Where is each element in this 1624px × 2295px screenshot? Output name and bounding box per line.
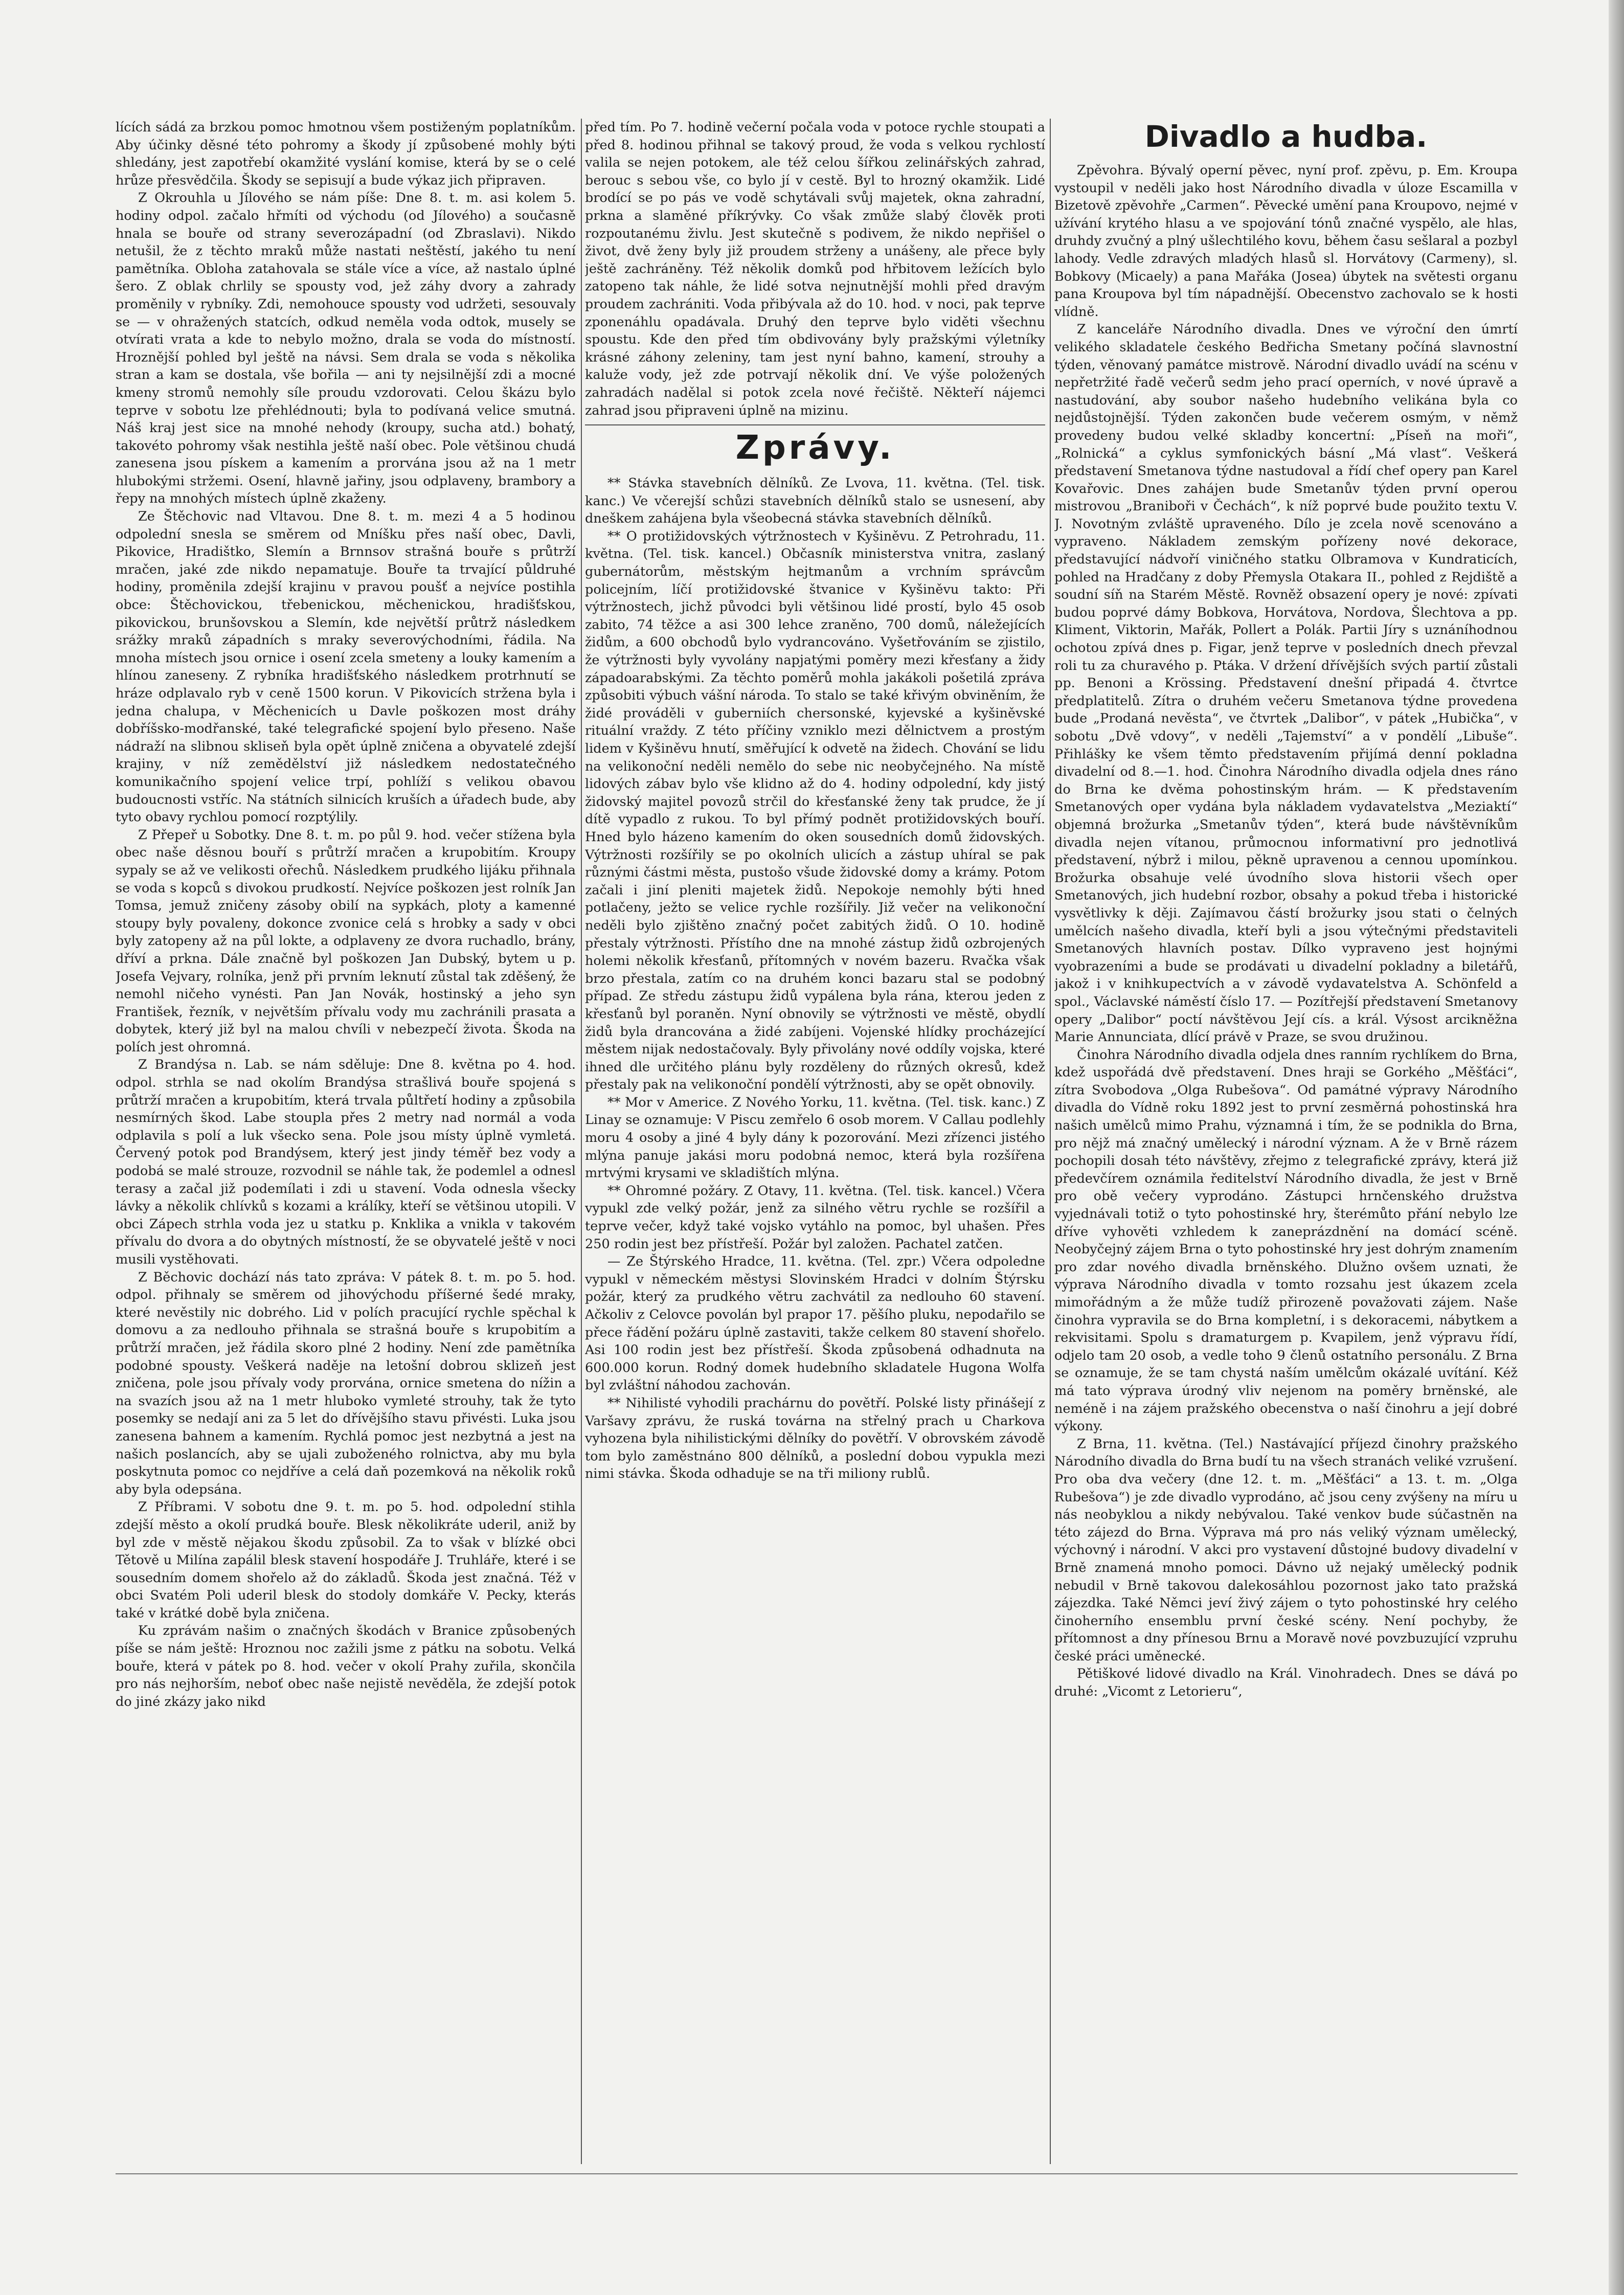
news-item: ** Ohromné požáry. Z Otavy, 11. května. (Tel. tisk. kancel.) Včera vypukl zde velký požár, jenž za silného větru rychle se rozšířil a teprve večer, když také vojsko vytáhlo na pomoc, byl uhašen. Přes 250 rodin jest bez přístřeší. Požár byl založen. Pachatel zatčen. [585, 1183, 1045, 1252]
paragraph: před tím. Po 7. hodině večerní počala voda v potoce rychle stoupati a před 8. hodinou přihnal se takový proud, že voda s velkou rychlostí valila se nejen potokem, ale též celou šířkou zelinářských zahrad, berouc s sebou vše, co bylo jí v cestě. Byl to hrozný okamžik. Lidé brodící se po pás ve vodě schytávali svůj majetek, okna zahradní, prkna a slaměné příkrývky. Co však zmůže slabý člověk proti rozpoutanému živlu. Jest skutečně s podivem, že nikdo nepřišel o život, dvě ženy byly již proudem strženy a unášeny, ale přece byly ještě zachráněny. Též několik domků pod hřbitovem ležících bylo zatopeno tak náhle, že lidé sotva nejnutnější mohli před dravým proudem zachrániti. Voda přibývala až do 10. hod. v noci, pak teprve zponenáhlu opadávala. Druhý den teprve bylo viděti všechnu spoustu. Kde den před tím obdivovány byly pražskými výletníky krásné záhony zeleniny, tam jest nyní bahno, kamení, strouhy a kaluže vody, jež zde potrvají několik dní. Ve výše položených zahradách nadělal si potok zcela nové řečiště. Někteří nájemci zahrad jsou připraveni úplně na mizinu. [585, 120, 1045, 418]
news-item: ** Stávka stavebních dělníků. Ze Lvova, 11. května. (Tel. tisk. kanc.) Ve včerejší schůzi stavebních dělníků stalo se usnesení, aby dneškem zahájena byla všeobecná stávka stavebních dělníků. [585, 476, 1045, 527]
column-right [1054, 119, 1518, 2174]
section-heading-zpravy: Zprávy. [585, 424, 1045, 467]
scan-edge-shadow [1609, 0, 1624, 2295]
paragraph: Z kanceláře Národního divadla. Dnes ve výroční den úmrtí velikého skladatele českého Bedřicha Smetany počíná slavnostní týden, věnovaný památce mistrově. Národní divadlo uvádí na scénu v nepřetržité řadě večerů sedm jeho prací operních, v nové úpravě a nastudování, aby soubor našeho hudebního velikána byla co nejdůstojnější. Týden zakončen bude večerem osmým, v němž provedeny budou velké skladby koncertní: „Píseň na moři“, „Rolnická“ a cyklus symfonických básní „Má vlast“. Veškerá představení Smetanova týdne nastudoval a řídí chef opery pan Karel Kovařovic. Dnes zahájen bude Smetanův týden první operou mistrovou „Braniboři v Čechách“, k níž poprvé bude použito textu V. J. Novotným zvláště upraveného. Dílo je zcela nově scenováno a vypraveno. Nákladem zemským pořízeny nové dekorace, představující nádvoří viničného statku Olbramova v Kundraticích, pohled na Hradčany z doby Přemysla Otakara II., pohled z Rejdiště a soudní síň na Starém Městě. Rovněž obsazení opery je nové: zpívati budou poprvé dámy Bobkova, Horvátova, Nordova, Šlechtova a pp. Kliment, Viktorin, Mařák, Pollert a Polák. Partii Jíry s uznáníhodnou ochotou zpívá dnes p. Figar, jenž teprve v posledních dnech převzal roli tu za churavého p. Ptáka. V držení dřívějších svých partií zůstali pp. Benoni a Krössing. Představení dnešní připadá 4. čtvrtce předplatitelů. Zítra o druhém večeru Smetanova týdne provedena bude „Prodaná nevěsta“, ve čtvrtek „Dalibor“, v pátek „Hubička“, v sobotu „Dvě vdovy“, v neděli „Tajemství“ a v pondělí „Libuše“. Přihlášky ke všem těmto představením přijímá denní pokladna divadelní od 8.—1. hod. Činohra Národního divadla odjela dnes ráno do Brna ke dvěma pohostinským hrám. — K představením Smetanových oper vydána byla nákladem vydavatelstva „Meziaktí“ objemná brožurka „Smetanův týden“, která bude návštěvníkům divadla nejen vítanou, průmocnou informativní pro jednotlivá představení, nýbrž i milou, pěkně upravenou a cennou upomínkou. Brožurka obsahuje velé úvodního slova historii všech oper Smetanových, jich hudební rozbor, obsahy a pokud třeba i historické vysvětlivky k ději. Zajímavou částí brožurky jsou stati o čelných umělcích našeho divadla, kteří byli a jsou výtečnými představiteli Smetanových hlavních postav. Dílko vypraveno jest hojnými vyobrazeními a bude se prodávati u divadelní pokladny a biletářů, jakož i v knihkupectvích a v závodě vydavatelstva A. Schönfeld a spol., Václavské náměstí číslo 17. — Pozítřejší představení Smetanovy opery „Dalibor“ poctí návštěvou Její cís. a král. Výsost arcikněžna Marie Annunciata, dlící právě v Praze, se svou družinou. [1054, 322, 1518, 1045]
paragraph: Z Brandýsa n. Lab. se nám sděluje: Dne 8. května po 4. hod. odpol. strhla se nad okolím Brandýsa strašlivá bouře spojená s průtrží mračen a krupobitím, která trvala půltřetí hodiny a způsobila nesmírných škod. Labe stoupla přes 2 metry nad normál a voda odplavila s polí a luk všecko sena. Pole jsou místy úplně vymletá. Červený potok pod Brandýsem, který jest jindy téměř bez vody a podobá se malé strouze, rozvodnil se náhle tak, že podemlel a odnesl terasy a začal již podemílati i zdi u stavení. Voda odnesla všecky lávky a několik chlívků s kozami a králíky, kteří se většinou utopili. V obci Zápech strhla voda jez u statku p. Knklika a vnikla v takovém přívalu do dvora a do obytných místností, že se obyvatelé ještě v noci musili vystěhovati. [116, 1057, 576, 1267]
paragraph: Z Běchovic dochází nás tato zpráva: V pátek 8. t. m. po 5. hod. odpol. přihnaly se směrem od jihovýchodu příšerné šedé mraky, které nevěstily nic dobrého. Lid v polích pracující rychle spěchal k domovu a za nedlouho přihnala se strašná bouře s krupobitím a průtrží mračen, jež řádila skoro plné 2 hodiny. Není zde pamětníka podobné spousty. Veškerá naděje na letošní dobrou sklizeň jest zničena, pole jsou přívaly vody prorvána, ornice smetena do nížin a na svazích jsou až na 1 metr hluboko vymleté strouhy, tak že tyto posemky se nedají ani za 5 let do dřívějšího stavu přivésti. Luka jsou zanesena bahnem a kamením. Rychlá pomoc jest nezbytná a jest na našich poslancích, aby se ujali zuboženého rolnictva, aby mu byla poskytnuta pomoc co nejdříve a celá daň pozemková na několik roků aby byla odepsána. [116, 1269, 576, 1497]
bottom-rule [116, 2173, 1518, 2174]
paragraph: lících sádá za brzkou pomoc hmotnou všem postiženým poplatníkům. Aby účinky děsné této pohromy a škody jí způsobené mohly býti shledány, jest zapotřebí okamžité vyslání komise, která by se o celé hrůze přesvědčila. Škody se sepisují a bude výkaz jich připraven. [116, 120, 576, 188]
paragraph: Ze Štěchovic nad Vltavou. Dne 8. t. m. mezi 4 a 5 hodinou odpolední snesla se směrem od Mníšku přes naší obec, Davli, Pikovice, Hradištko, Slemín a Brnnsov strašná bouře s průtrží mračen, jaké zde nikdo nepamatuje. Bouře ta trvající půldruhé hodiny, proměnila zdejší krajinu v pravou poušť a nejvíce postihla obce: Štěchovickou, třebenickou, měchenickou, hradišťskou, pikovickou, brunšovskou a Slemín, kde největší průtrž následkem srážky mraků západních s mraky severovýchodními, řádila. Na mnoha místech jsou ornice i osení zcela smeteny a louky kamením a hlínou zaneseny. Z rybníka hradišťského následkem protrhnutí se hráze odplavalo ryb v ceně 1500 korun. V Pikovicích stržena byla i jedna chalupa, v Měchenicích u Davle poškozen most dráhy dobříšsko-modřanské, také telegrafické spojení bylo přeseno. Naše nádraží na slibnou skliseň byla opět úplně zničena a obyvatelé zdejší krajiny, v níž zemědělství již následkem nedostatečného komunikačního spojení velice trpí, pohlíží s velikou obavou budoucnosti vstříc. Na státních silnicích kruších a úřadech bude, aby tyto obavy rychlou pomocí rozptýlily. [116, 509, 576, 825]
paragraph: Činohra Národního divadla odjela dnes ranním rychlíkem do Brna, kdež uspořádá dvě představení. Dnes hraji se Gorkého „Měšťáci“, zítra Svobodova „Olga Rubešova“. Od památné výpravy Národního divadla do Vídně roku 1892 jest to první zesměrná pohostinská hra našich umělců mimo Prahu, významná i tím, že se podnikla do Brna, pro nějž má značný umělecký i národní význam. A že v Brně rázem pochopili dosah této návštěvy, zřejmo z telegrafické zprávy, která již předevčírem oznámila ředitelství Národního divadla, že jest v Brně pro obě večery vyprodáno. Zástupci hrnčenského družstva vyjednávali totiž o tyto pohostinské hry, šterémůto přání nebylo lze dříve vyhověti vzhledem k zaneprázdnění na domácí scéně. Neobyčejný zájem Brna o tyto pohostinské hry jest dohrým znamením pro zdar nového divadla brněnského. Dlužno ovšem uznati, že výprava Národního divadla v tomto rozsahu jest úkazem zcela mimořádným a že může tudíž přirozeně považovati zájem. Naše činohra vypravila se do Brna kompletní, i s dekoracemi, nábytkem a rekvisitami. Spolu s dramaturgem p. Kvapilem, jenž výpravu řídí, odjelo tam 20 osob, a vedle toho 9 členů ostatního personálu. Z Brna se oznamuje, že se tam chystá naším umělcům okázalé uvítání. Kéž má tato výprava úrodný vliv nejenom na poměry brněnské, ale neméně i na zájem pražského obecenstva o naší činohru a její dobré výkony. [1054, 1047, 1518, 1434]
news-item: — Ze Štýrského Hradce, 11. května. (Tel. zpr.) Včera odpoledne vypukl v německém městysi Slovinském Hradci v dolním Štýrsku požár, který za prudkého větru zachvátil za nedlouho 60 stavení. Ačkoliv z Celovce povolán byl prapor 17. pěšího pluku, nepodařilo se přece řádění požáru úplně zastaviti, takže celkem 80 stavení shořelo. Asi 100 rodin jest bez přístřeší. Škoda způsobená odhadnuta na 600.000 korun. Rodný domek hudebního skladatele Hugona Wolfa byl zvláštní náhodou zachován. [585, 1254, 1045, 1393]
column-left [116, 119, 576, 2174]
paragraph: Z Přepeř u Sobotky. Dne 8. t. m. po půl 9. hod. večer stížena byla obec naše děsnou bouří s průtrží mračen a krupobitím. Kroupy sypaly se až ve velikosti ořechů. Následkem prudkého lijáku přihnala se voda s kopců s divokou prudkostí. Nejvíce poškozen jest rolník Jan Tomsa, jemuž zničeny zásoby obilí na sypkách, ploty a kamenné stoupy byly povaleny, dokonce zvonice celá s hrobky a sady v obci byly zatopeny až na půl lokte, a odplaveny ze dvora ruchadlo, brány, dříví a prkna. Dále značně byl poškozen Jan Dubský, bytem u p. Josefa Vejvary, rolníka, jenž při prvním leknutí zůstal tak zděšený, že nemohl ničeho vynésti. Pan Jan Novák, hostinský a jeho syn František, řezník, v největším přívalu vody mu zachránili prasata a dobytek, který již byl na malou chvíli v nebezpečí života. Škoda na polích jest ohromná. [116, 827, 576, 1055]
news-item: ** O protižidovských výtržnostech v Kyšiněvu. Z Petrohradu, 11. května. (Tel. tisk. kancel.) Občasník ministerstva vnitra, zaslaný gubernátorům, městským hejtmanům a vrchním správcům policejním, líčí protižidovské štvanice v Kyšiněvu takto: Při výtržnostech, jichž původci byli většinou lidé prostí, bylo 45 osob zabito, 74 těžce a asi 300 lehce zraněno, 700 domů, náležejících židům, a 600 obchodů bylo vydrancováno. Vyšetřováním se zjistilo, že výtržnosti byly vyvolány napjatými poměry mezi křesťany a židy západoarabskými. Za těchto poměrů mohla jakákoli pošetilá zpráva způsobiti výbuch vášní národa. To stalo se také křivým obviněním, že židé prováděli v guberniích chersonské, kyjevské a kyšiněvské rituální vraždy. Z této příčiny vzniklo mezi dělnictvem a prostým lidem v Kyšiněvu hnutí, směřující k odvetě na židech. Chování se lidu na velikonoční neděli nemělo do sebe nic neobyčejného. Na místě lidových zábav bylo vše klidno až do 4. hodiny odpolední, kdy jistý židovský majitel povozů strčil do křesťanské ženy tak prudce, že jí dítě vypadlo z rukou. To byl přímý podnět protižidovských bouří. Hned bylo házeno kamením do oken sousedních domů židovských. Výtržnosti rozšířily se po okolních ulicích a zástup uhíral se pak různými částmi města, pustošo všude židovské domy a krámy. Potom začali i jiní pleniti majetek židů. Nepokoje nemohly býti hned potlačeny, ježto se velice rychle rozšířily. Již večer na velikonoční neděli bylo zjištěno značný počet zabitých židů. O 10. hodině přestaly výtržnosti. Přístího dne na mnohé zástup židů ozbrojených holemi několik křesťanů, přítomných v novém bazeru. Rvačka však brzo přestala, zatím co na druhém konci bazaru stal se podobný případ. Ze středu zástupu židů vypálena byla rána, kterou jeden z křesťanů byl poraněn. Nyní obnovily se výtržnosti ve městě, obydlí židů byla drancována a židé zabíjeni. Vojenské hlídky procházející městem nijak nedostačovaly. Byly přivolány nové oddíly vojska, které ihned dle určitého plánu byly rozděleny do různých okresů, kdež přestaly pak na velikonoční pondělí výtržnosti, aby se opět obnovily. [585, 528, 1045, 1093]
paragraph: Z Okrouhla u Jílového se nám píše: Dne 8. t. m. asi kolem 5. hodiny odpol. začalo hřmíti od východu (od Jílového) a současně hnala se bouře od strany severozápadní (od Zbraslavi). Nikdo netušil, že z těchto mraků může nastati neštěstí, jakého tu není pamětníka. Obloha zatahovala se stále více a více, až nastalo úplné šero. Z oblak chrlily se spousty vod, jež záhy dvory a zahrady proměnily v rybníky. Zdi, nemohouce spousty vod udržeti, sesouvaly se — v ohražených statcích, odkud neměla voda odtok, musely se otvírati vrata a kde to nebylo možno, drala se voda do místností. Hroznější pohled byl ještě na návsi. Sem drala se voda s několika stran a kam se dostala, vše bořila — ani ty nejsilnější zdi a mocné kmeny stromů nemohly síle proudu vzdorovati. Celou škázu bylo teprve v sobotu lze přehlédnouti; byla to podívaná velice smutná. Náš kraj jest sice na mnohé nehody (kroupy, sucha atd.) bohatý, takovéto pohromy však nestihla ještě naší obec. Pole většinou chudá zanesena jsou pískem a kamením a prorvána jsou až na 1 metr hlubokými stržemi. Osení, hlavně jařiny, jsou odplaveny, brambory a řepy na mnohých místech úplně zkaženy. [116, 190, 576, 507]
paragraph: Zpěvohra. Bývalý operní pěvec, nyní prof. zpěvu, p. Em. Kroupa vystoupil v neděli jako host Národního divadla v úloze Escamilla v Bizetově zpěvohře „Carmen“. Pěvecké umění pana Kroupovo, nejmé v užívání krytého hlasu a ve spojování tónů značné vyspělo, ale hlas, druhdy zvučný a plný ušlechtilého kovu, během času sešlaral a pozbyl lahody. Vedle zdravých mladých hlasů sl. Horvátovy (Carmeny), sl. Bobkovy (Micaely) a pana Mařáka (Josea) úbytek na světesti organu pana Kroupova byl tím nápadnější. Obecenstvo zachovalo se k hosti vlídně. [1054, 163, 1518, 320]
news-item: ** Nihilisté vyhodili prachárnu do povětří. Polské listy přinášejí z Varšavy zprávu, že ruská továrna na střelný prach u Charkova vyhozena byla nihilistickými dělníky do povětří. V obrovském závodě tom bylo zaměstnáno 800 dělníků, a poslední dobou vypukla mezi nimi stávka. Škoda odhaduje se na tři miliony rublů. [585, 1395, 1045, 1482]
column-rule [581, 119, 582, 2164]
paragraph: Z Příbrami. V sobotu dne 9. t. m. po 5. hod. odpolední stihla zdejší město a okolí prudká bouře. Blesk několikráte uderil, aniž by byl zde v městě nějakou škodu způsobil. Za to však v blízké obci Tětově u Milína zapálil blesk stavení hospodáře J. Truhláře, které i se sousedním domem shořelo až do základů. Škoda jest značná. Též v obci Svatém Poli uderil blesk do stodoly domkáře V. Pecky, kterás také v krátké době byla zničena. [116, 1499, 576, 1621]
paragraph: Z Brna, 11. května. (Tel.) Nastávající příjezd činohry pražského Národního divadla do Brna budí tu na všech stranách veliké vzrušení. Pro oba dva večery (dne 12. t. m. „Měšťáci“ a 13. t. m. „Olga Rubešova“) je zde divadlo vyprodáno, ač jsou ceny zvýšeny na míru u nás neobyklou a nikdy nebývalou. Také venkov bude súčastněn na této zájezd do Brna. Výprava má pro nás veliký význam umělecký, výchovný i národní. V akci pro vystavení důstojné budovy divadelní v Brně znamená mnoho pomoci. Dávno už nejaký umělecký podnik nebudil v Brně takovou dalekosáhlou pozornost jako tato pražská zájezdka. Také Němci jeví živý zájem o tyto pohostinské hry celého činoherního ensemblu první české scény. Není pochyby, že přítomnost a dny přínesou Brnu a Moravě nové povzbuzující vzpruhu české práci uměnecké. [1054, 1436, 1518, 1664]
news-item: ** Mor v Americe. Z Nového Yorku, 11. května. (Tel. tisk. kanc.) Z Linay se oznamuje: V Piscu zemřelo 6 osob morem. V Callau podlehly moru 4 osoby a jiné 4 byly dány k pozorování. Mezi zřízenci jistého mlýna panuje jakási moru podobná nemoc, která byla rozšířena mrtvými krysami ve skladištích mlýna. [585, 1094, 1045, 1181]
section-heading-divadlo: Divadlo a hudba. [1144, 119, 1428, 154]
column-middle [585, 119, 1045, 2174]
paragraph: Ku zprávám našim o značných škodách v Branice způsobených píše se nám ještě: Hroznou noc zažili jsme z pátku na sobotu. Velká bouře, která v pátek po 8. hod. večer v okolí Prahy zuřila, skončila pro nás nejhorším, neboť obec naše nejistě nevěděla, že zdejší potok do jiné zkázy jako nikd [116, 1623, 576, 1709]
column-rule [1050, 119, 1051, 2164]
paragraph: Pětiškové lidové divadlo na Král. Vinohradech. Dnes se dává po druhé: „Vicomt z Letorieru“, [1054, 1666, 1518, 1700]
